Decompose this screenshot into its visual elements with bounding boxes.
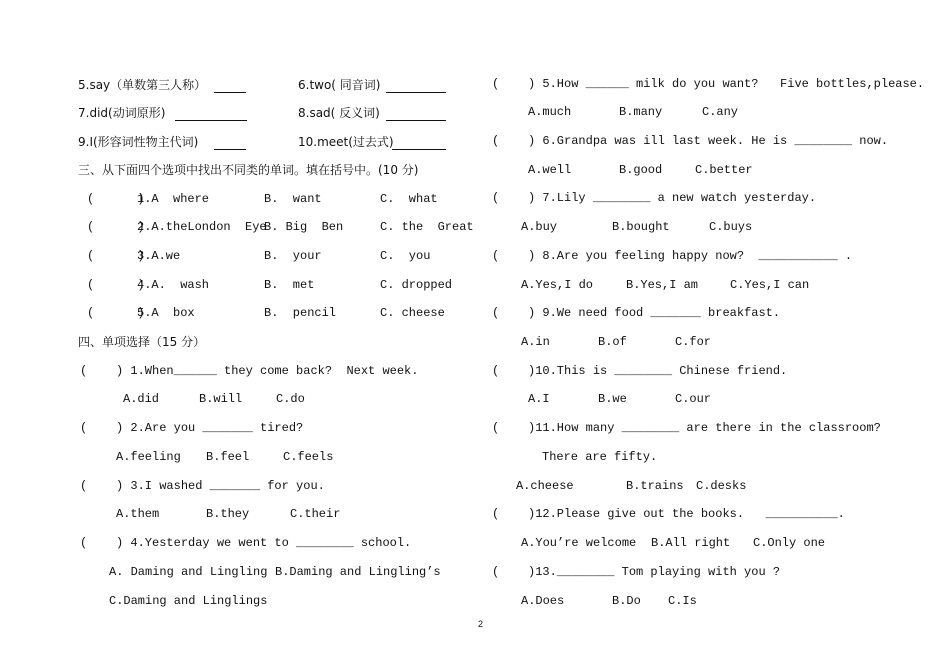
section3-title: 三、从下面四个选项中找出不同类的单词。填在括号中。(10 分) bbox=[78, 163, 419, 177]
mc-q9: ( ) 9.We need food _______ breakfast. bbox=[492, 306, 781, 320]
mc-q2-opt-b[interactable]: B.feel bbox=[206, 450, 250, 464]
vocab-8-blank[interactable] bbox=[386, 108, 446, 121]
s3-q2-c: C. the Great bbox=[380, 220, 474, 234]
s3-q1-b: B. want bbox=[264, 192, 322, 206]
mc-q1: ( ) 1.When______ they come back? Next week. bbox=[80, 364, 419, 378]
mc-q11: ( )11.How many ________ are there in the classroom? bbox=[492, 421, 881, 435]
s3-q4-c: C. dropped bbox=[380, 278, 453, 292]
s3-q1-a: 1.A where bbox=[137, 192, 210, 206]
vocab-5: 5.say（单数第三人称） bbox=[78, 78, 207, 92]
mc-q10-opt-c[interactable]: C.our bbox=[675, 392, 712, 406]
mc-q12: ( )12.Please give out the books. __________. bbox=[492, 507, 845, 521]
vocab-8: 8.sad( 反义词) bbox=[298, 106, 380, 120]
mc-q11-answer: There are fifty. bbox=[542, 450, 658, 464]
mc-q7-opt-c[interactable]: C.buys bbox=[709, 220, 753, 234]
mc-q8-opt-a[interactable]: A.Yes,I do bbox=[521, 278, 594, 292]
mc-q5: ( ) 5.How ______ milk do you want? Five bottles,please. bbox=[492, 77, 925, 91]
mc-q1-opt-c[interactable]: C.do bbox=[276, 392, 305, 406]
page-number: 2 bbox=[478, 619, 484, 629]
mc-q9-opt-c[interactable]: C.for bbox=[675, 335, 712, 349]
mc-q1-opt-b[interactable]: B.will bbox=[199, 392, 243, 406]
mc-q8-opt-c[interactable]: C.Yes,I can bbox=[730, 278, 810, 292]
mc-q2-opt-a[interactable]: A.feeling bbox=[116, 450, 181, 464]
mc-q3-opt-a[interactable]: A.them bbox=[116, 507, 160, 521]
mc-q4-opt-c[interactable]: C.Daming and Linglings bbox=[109, 594, 268, 608]
mc-q1-opt-a[interactable]: A.did bbox=[123, 392, 160, 406]
vocab-10-blank[interactable] bbox=[392, 137, 446, 150]
mc-q13-opt-b[interactable]: B.Do bbox=[612, 594, 641, 608]
s3-q2-a: 2.A.theLondon Eye bbox=[137, 220, 267, 234]
s3-q4-a: 4.A. wash bbox=[137, 278, 210, 292]
s3-q5-c: C. cheese bbox=[380, 306, 445, 320]
s3-q4-b: B. met bbox=[264, 278, 315, 292]
vocab-7-blank[interactable] bbox=[175, 108, 247, 121]
s3-q3-a: 3.A.we bbox=[137, 249, 181, 263]
mc-q2-opt-c[interactable]: C.feels bbox=[283, 450, 334, 464]
vocab-10: 10.meet(过去式) bbox=[298, 135, 394, 149]
s3-q3-c: C. you bbox=[380, 249, 431, 263]
mc-q11-opt-b[interactable]: B.trains bbox=[626, 479, 684, 493]
mc-q6-opt-b[interactable]: B.good bbox=[619, 163, 663, 177]
mc-q12-opt-c[interactable]: C.Only one bbox=[753, 536, 826, 550]
mc-q7-opt-a[interactable]: A.buy bbox=[521, 220, 558, 234]
mc-q11-opt-a[interactable]: A.cheese bbox=[516, 479, 574, 493]
mc-q4: ( ) 4.Yesterday we went to ________ school. bbox=[80, 536, 412, 550]
mc-q10: ( )10.This is ________ Chinese friend. bbox=[492, 364, 788, 378]
mc-q3-opt-c[interactable]: C.their bbox=[290, 507, 341, 521]
s3-q5-b: B. pencil bbox=[264, 306, 337, 320]
mc-q7-opt-b[interactable]: B.bought bbox=[612, 220, 670, 234]
mc-q2: ( ) 2.Are you _______ tired? bbox=[80, 421, 304, 435]
mc-q4-opt-b[interactable]: B.Daming and Lingling’s bbox=[275, 565, 441, 579]
s3-q5-a: 5.A box bbox=[137, 306, 195, 320]
s3-q4-bracket[interactable]: ( ) bbox=[87, 278, 145, 292]
mc-q10-opt-a[interactable]: A.I bbox=[528, 392, 550, 406]
mc-q4-opt-a[interactable]: A. Daming and Lingling bbox=[109, 565, 268, 579]
s3-q1-bracket[interactable]: ( ) bbox=[87, 192, 145, 206]
mc-q13-opt-a[interactable]: A.Does bbox=[521, 594, 565, 608]
mc-q3: ( ) 3.I washed _______ for you. bbox=[80, 479, 325, 493]
mc-q11-opt-c[interactable]: C.desks bbox=[696, 479, 747, 493]
mc-q9-opt-a[interactable]: A.in bbox=[521, 335, 550, 349]
mc-q8-opt-b[interactable]: B.Yes,I am bbox=[626, 278, 699, 292]
mc-q5-opt-b[interactable]: B.many bbox=[619, 105, 663, 119]
vocab-6-blank[interactable] bbox=[386, 80, 446, 93]
mc-q12-opt-b[interactable]: B.All right bbox=[651, 536, 731, 550]
mc-q7: ( ) 7.Lily ________ a new watch yesterday. bbox=[492, 191, 817, 205]
mc-q5-opt-a[interactable]: A.much bbox=[528, 105, 572, 119]
vocab-7: 7.did(动词原形) bbox=[78, 106, 166, 120]
mc-q6: ( ) 6.Grandpa was ill last week. He is ________ now. bbox=[492, 134, 889, 148]
mc-q13-opt-c[interactable]: C.Is bbox=[668, 594, 697, 608]
mc-q9-opt-b[interactable]: B.of bbox=[598, 335, 627, 349]
s3-q3-bracket[interactable]: ( ) bbox=[87, 249, 145, 263]
vocab-6: 6.two( 同音词) bbox=[298, 78, 381, 92]
mc-q6-opt-a[interactable]: A.well bbox=[528, 163, 572, 177]
mc-q13: ( )13.________ Tom playing with you ? bbox=[492, 565, 781, 579]
s3-q5-bracket[interactable]: ( ) bbox=[87, 306, 145, 320]
vocab-9: 9.I(形容词性物主代词) bbox=[78, 135, 199, 149]
mc-q8: ( ) 8.Are you feeling happy now? ___________ . bbox=[492, 249, 853, 263]
mc-q10-opt-b[interactable]: B.we bbox=[598, 392, 627, 406]
vocab-5-blank[interactable] bbox=[214, 80, 246, 93]
mc-q6-opt-c[interactable]: C.better bbox=[695, 163, 753, 177]
mc-q12-opt-a[interactable]: A.You’re welcome bbox=[521, 536, 637, 550]
vocab-9-blank[interactable] bbox=[214, 137, 246, 150]
section4-title: 四、单项选择（15 分） bbox=[78, 335, 206, 349]
s3-q3-b: B. your bbox=[264, 249, 322, 263]
s3-q2-bracket[interactable]: ( ) bbox=[87, 220, 145, 234]
mc-q3-opt-b[interactable]: B.they bbox=[206, 507, 250, 521]
mc-q5-opt-c[interactable]: C.any bbox=[702, 105, 739, 119]
s3-q1-c: C. what bbox=[380, 192, 438, 206]
s3-q2-b: B. Big Ben bbox=[264, 220, 344, 234]
